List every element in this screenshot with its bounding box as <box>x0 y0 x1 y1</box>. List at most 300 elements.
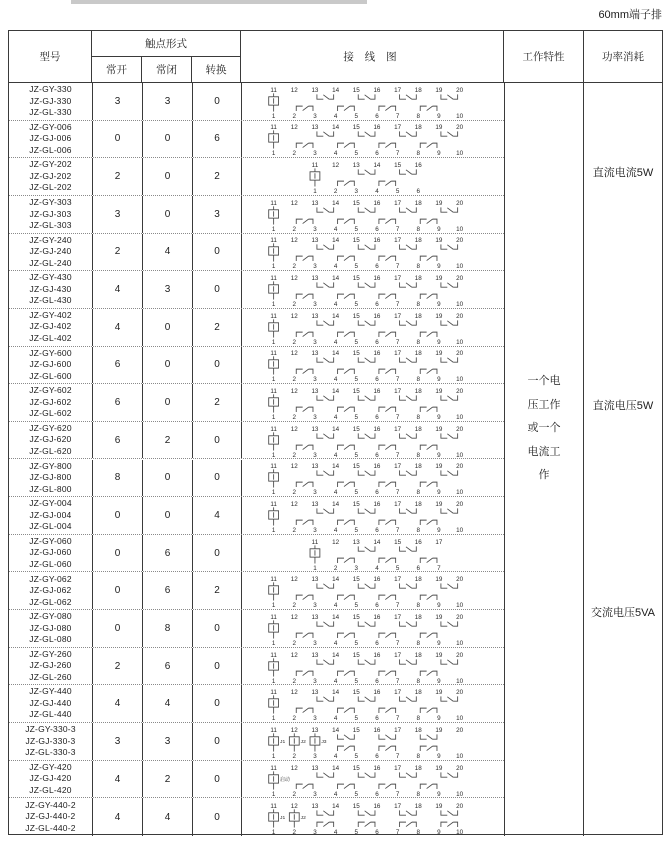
svg-text:15: 15 <box>352 651 360 659</box>
svg-text:19: 19 <box>434 802 442 810</box>
svg-text:2: 2 <box>292 639 296 647</box>
svg-text:14: 14 <box>331 500 339 508</box>
svg-text:9: 9 <box>436 413 441 421</box>
svg-text:11: 11 <box>311 161 318 169</box>
svg-text:3: 3 <box>312 376 317 384</box>
svg-text:18: 18 <box>414 802 422 810</box>
model-name: JZ-GY-620 <box>29 422 72 433</box>
svg-text:14: 14 <box>331 274 339 282</box>
svg-text:14: 14 <box>331 124 339 132</box>
svg-text:5: 5 <box>354 790 358 798</box>
svg-text:2: 2 <box>292 413 296 421</box>
svg-text:3: 3 <box>312 301 317 309</box>
svg-text:19: 19 <box>434 86 442 94</box>
table-row <box>9 271 504 309</box>
wiring-diagram-cell <box>241 798 504 836</box>
model-name: JZ-GY-430 <box>29 272 72 283</box>
model-name: JZ-GL-402 <box>29 332 72 343</box>
model-name: JZ-GY-600 <box>29 347 72 358</box>
svg-text:9: 9 <box>436 301 441 309</box>
svg-text:11: 11 <box>269 726 277 734</box>
svg-text:11: 11 <box>269 199 277 207</box>
svg-text:10: 10 <box>455 677 463 685</box>
model-name: JZ-GL-260 <box>29 671 72 682</box>
svg-text:6: 6 <box>374 790 379 798</box>
svg-text:15: 15 <box>352 124 360 132</box>
normally-closed-count: 3 <box>142 271 192 308</box>
svg-text:5: 5 <box>354 263 358 271</box>
svg-text:13: 13 <box>310 350 318 358</box>
svg-text:15: 15 <box>352 764 360 772</box>
svg-text:19: 19 <box>434 124 442 132</box>
changeover-count: 2 <box>192 384 241 421</box>
changeover-count: 0 <box>192 234 241 271</box>
svg-text:10: 10 <box>455 526 463 534</box>
svg-text:5: 5 <box>354 338 358 346</box>
svg-text:13: 13 <box>310 726 318 734</box>
wiring-diagram-cell <box>241 83 504 120</box>
wiring-diagram-svg <box>243 685 504 722</box>
svg-text:1: 1 <box>271 338 275 346</box>
model-name: JZ-GL-330 <box>29 107 72 118</box>
svg-text:13: 13 <box>352 538 360 546</box>
svg-text:16: 16 <box>414 161 422 169</box>
svg-text:8: 8 <box>416 413 420 421</box>
svg-text:20: 20 <box>455 350 463 358</box>
model-name: JZ-GJ-330-3 <box>25 735 76 746</box>
svg-text:18: 18 <box>414 425 422 433</box>
svg-text:18: 18 <box>414 576 422 584</box>
svg-text:16: 16 <box>372 802 380 810</box>
model-name: JZ-GY-240 <box>29 234 72 245</box>
svg-text:14: 14 <box>331 350 339 358</box>
svg-text:16: 16 <box>372 576 380 584</box>
table-row <box>9 610 504 648</box>
model-name: JZ-GL-440 <box>29 709 72 720</box>
svg-text:7: 7 <box>395 489 399 497</box>
svg-text:14: 14 <box>331 86 339 94</box>
svg-text:16: 16 <box>372 124 380 132</box>
svg-text:13: 13 <box>310 764 318 772</box>
table-row <box>9 535 504 573</box>
model-name: JZ-GL-060 <box>29 558 72 569</box>
svg-text:18: 18 <box>414 237 422 245</box>
model-cell <box>9 234 92 271</box>
svg-text:6: 6 <box>374 489 379 497</box>
svg-text:13: 13 <box>352 161 360 169</box>
svg-text:13: 13 <box>310 274 318 282</box>
model-name: JZ-GJ-240 <box>29 246 72 257</box>
svg-text:9: 9 <box>436 263 441 271</box>
svg-text:14: 14 <box>372 161 380 169</box>
svg-text:16: 16 <box>372 199 380 207</box>
svg-text:5: 5 <box>354 677 358 685</box>
normally-closed-count: 2 <box>142 422 192 459</box>
svg-text:15: 15 <box>352 576 360 584</box>
svg-text:17: 17 <box>393 312 401 320</box>
svg-text:13: 13 <box>310 124 318 132</box>
model-cell <box>9 610 92 647</box>
svg-text:16: 16 <box>372 500 380 508</box>
svg-text:2: 2 <box>292 225 296 233</box>
changeover-count: 6 <box>192 121 241 158</box>
svg-text:20: 20 <box>455 802 463 810</box>
svg-text:3: 3 <box>312 338 317 346</box>
normally-open-count: 6 <box>92 384 142 421</box>
svg-text:1: 1 <box>271 639 275 647</box>
svg-text:11: 11 <box>269 500 277 508</box>
svg-text:15: 15 <box>393 161 401 169</box>
svg-text:11: 11 <box>269 237 277 245</box>
svg-text:20: 20 <box>455 500 463 508</box>
svg-text:18: 18 <box>414 312 422 320</box>
svg-text:8: 8 <box>416 715 420 723</box>
model-cell <box>9 271 92 308</box>
wiring-diagram-svg <box>243 309 504 346</box>
normally-open-count: 3 <box>92 196 142 233</box>
svg-text:12: 12 <box>290 651 298 659</box>
svg-text:16: 16 <box>372 726 380 734</box>
svg-text:8: 8 <box>416 225 420 233</box>
svg-text:20: 20 <box>455 274 463 282</box>
svg-text:13: 13 <box>310 237 318 245</box>
top-edge-strip <box>71 0 367 4</box>
working-characteristics-note: 一个电压工作或一个电流工作 <box>527 375 561 481</box>
svg-text:3: 3 <box>312 790 317 798</box>
normally-open-count: 4 <box>92 798 142 836</box>
svg-text:18: 18 <box>414 500 422 508</box>
svg-text:10: 10 <box>455 263 463 271</box>
wiring-diagram-svg <box>243 271 504 308</box>
svg-text:4: 4 <box>333 489 337 497</box>
svg-text:14: 14 <box>331 199 339 207</box>
svg-text:3: 3 <box>354 564 358 572</box>
svg-text:4: 4 <box>333 451 337 459</box>
svg-text:4: 4 <box>333 602 337 610</box>
svg-text:2: 2 <box>292 338 296 346</box>
svg-text:13: 13 <box>310 500 318 508</box>
header-contact-form: 触点形式 <box>92 31 241 57</box>
model-name: JZ-GL-004 <box>29 521 72 532</box>
svg-text:20: 20 <box>455 86 463 94</box>
normally-closed-count: 0 <box>142 460 192 497</box>
table-row <box>9 234 504 272</box>
svg-text:19: 19 <box>434 425 442 433</box>
normally-open-count: 0 <box>92 572 142 609</box>
model-name: JZ-GJ-420 <box>29 773 72 784</box>
normally-open-count: 6 <box>92 347 142 384</box>
header-normally-open: 常开 <box>92 57 142 83</box>
header-changeover: 转换 <box>192 57 241 83</box>
svg-text:16: 16 <box>372 312 380 320</box>
normally-open-count: 3 <box>92 723 142 760</box>
model-name: JZ-GY-202 <box>29 159 72 170</box>
working-characteristics-cell <box>504 83 584 836</box>
svg-text:3: 3 <box>312 112 317 120</box>
svg-text:14: 14 <box>331 576 339 584</box>
svg-text:15: 15 <box>352 312 360 320</box>
svg-text:8: 8 <box>416 489 420 497</box>
svg-text:2: 2 <box>292 677 296 685</box>
svg-text:9: 9 <box>436 489 441 497</box>
svg-text:15: 15 <box>352 425 360 433</box>
model-name: JZ-GJ-800 <box>29 472 72 483</box>
svg-text:2: 2 <box>292 790 296 798</box>
svg-text:2: 2 <box>292 752 296 760</box>
svg-text:5: 5 <box>354 602 358 610</box>
wiring-diagram-svg <box>243 196 504 233</box>
wiring-diagram-cell <box>241 497 504 534</box>
svg-text:7: 7 <box>395 715 399 723</box>
svg-text:7: 7 <box>395 451 399 459</box>
svg-text:12: 12 <box>290 802 298 810</box>
svg-text:3: 3 <box>312 451 317 459</box>
svg-text:17: 17 <box>393 274 401 282</box>
changeover-count: 2 <box>192 309 241 346</box>
svg-text:19: 19 <box>434 651 442 659</box>
changeover-count: 0 <box>192 685 241 722</box>
svg-text:19: 19 <box>434 613 442 621</box>
model-name: JZ-GJ-303 <box>29 208 72 219</box>
model-name: JZ-GY-004 <box>29 498 72 509</box>
svg-text:15: 15 <box>352 689 360 697</box>
svg-text:19: 19 <box>434 500 442 508</box>
svg-text:10: 10 <box>455 602 463 610</box>
table-row <box>9 761 504 799</box>
svg-text:17: 17 <box>393 350 401 358</box>
svg-text:14: 14 <box>331 726 339 734</box>
svg-text:2: 2 <box>292 451 296 459</box>
svg-text:7: 7 <box>395 790 399 798</box>
svg-text:13: 13 <box>310 689 318 697</box>
svg-text:6: 6 <box>374 263 379 271</box>
svg-text:13: 13 <box>310 651 318 659</box>
svg-text:17: 17 <box>393 124 401 132</box>
normally-closed-count: 0 <box>142 497 192 534</box>
svg-text:12: 12 <box>290 312 298 320</box>
wiring-diagram-cell <box>241 234 504 271</box>
wiring-diagram-cell <box>241 158 504 195</box>
svg-text:7: 7 <box>395 526 399 534</box>
changeover-count: 0 <box>192 535 241 572</box>
table-row <box>9 685 504 723</box>
svg-text:启动: 启动 <box>279 777 290 783</box>
model-cell <box>9 309 92 346</box>
wiring-diagram-svg <box>243 648 504 685</box>
svg-text:2: 2 <box>292 526 296 534</box>
svg-text:7: 7 <box>395 376 399 384</box>
normally-closed-count: 0 <box>142 196 192 233</box>
svg-text:17: 17 <box>393 500 401 508</box>
svg-text:15: 15 <box>352 726 360 734</box>
wiring-diagram-svg <box>243 572 504 609</box>
model-name: JZ-GY-062 <box>29 573 72 584</box>
model-cell <box>9 422 92 459</box>
svg-text:9: 9 <box>436 376 441 384</box>
svg-text:2: 2 <box>333 188 337 196</box>
wiring-diagram-cell <box>241 648 504 685</box>
svg-text:19: 19 <box>434 199 442 207</box>
svg-text:18: 18 <box>414 124 422 132</box>
normally-closed-count: 8 <box>142 610 192 647</box>
svg-text:11: 11 <box>269 764 277 772</box>
wiring-diagram-cell <box>241 422 504 459</box>
svg-text:J2: J2 <box>300 815 306 821</box>
svg-text:9: 9 <box>436 225 441 233</box>
model-name: JZ-GJ-260 <box>29 660 72 671</box>
model-cell <box>9 121 92 158</box>
svg-text:12: 12 <box>331 161 339 169</box>
model-name: JZ-GY-440 <box>29 686 72 697</box>
svg-text:17: 17 <box>393 576 401 584</box>
power-ac-voltage-label: 交流电压5VA <box>591 607 655 619</box>
header-normally-closed: 常闭 <box>142 57 192 83</box>
model-name: JZ-GJ-430 <box>29 283 72 294</box>
svg-text:6: 6 <box>374 225 379 233</box>
wiring-diagram-cell <box>241 723 504 760</box>
changeover-count: 2 <box>192 572 241 609</box>
svg-text:18: 18 <box>414 689 422 697</box>
svg-text:5: 5 <box>354 451 358 459</box>
svg-text:3: 3 <box>312 752 317 760</box>
normally-open-count: 0 <box>92 121 142 158</box>
svg-text:2: 2 <box>292 301 296 309</box>
model-name: JZ-GJ-440-2 <box>25 811 76 822</box>
svg-text:8: 8 <box>416 451 420 459</box>
svg-text:13: 13 <box>310 312 318 320</box>
table-row <box>9 83 504 121</box>
wiring-diagram-svg <box>243 761 504 798</box>
svg-text:1: 1 <box>271 376 275 384</box>
svg-text:16: 16 <box>372 689 380 697</box>
svg-text:20: 20 <box>455 387 463 395</box>
svg-text:5: 5 <box>395 564 399 572</box>
svg-text:6: 6 <box>374 602 379 610</box>
svg-text:4: 4 <box>333 828 337 836</box>
svg-text:13: 13 <box>310 199 318 207</box>
svg-text:20: 20 <box>455 726 463 734</box>
wiring-diagram-cell <box>241 460 504 497</box>
svg-text:3: 3 <box>312 715 317 723</box>
svg-text:12: 12 <box>290 613 298 621</box>
svg-text:16: 16 <box>372 764 380 772</box>
normally-closed-count: 0 <box>142 158 192 195</box>
svg-text:7: 7 <box>395 112 399 120</box>
model-name: JZ-GL-600 <box>29 370 72 381</box>
model-name: JZ-GL-430 <box>29 295 72 306</box>
model-name: JZ-GL-602 <box>29 408 72 419</box>
wiring-diagram-cell <box>241 610 504 647</box>
svg-text:11: 11 <box>269 387 277 395</box>
svg-text:2: 2 <box>292 602 296 610</box>
svg-text:2: 2 <box>292 150 296 158</box>
changeover-count: 0 <box>192 723 241 760</box>
wiring-diagram-svg <box>243 346 504 383</box>
svg-text:3: 3 <box>312 489 317 497</box>
svg-text:11: 11 <box>269 425 277 433</box>
svg-text:15: 15 <box>352 387 360 395</box>
svg-text:20: 20 <box>455 689 463 697</box>
model-name: JZ-GL-440-2 <box>25 822 76 833</box>
changeover-count: 0 <box>192 83 241 120</box>
svg-text:12: 12 <box>290 764 298 772</box>
svg-text:19: 19 <box>434 274 442 282</box>
normally-closed-count: 4 <box>142 234 192 271</box>
changeover-count: 0 <box>192 422 241 459</box>
svg-text:11: 11 <box>269 689 277 697</box>
svg-text:20: 20 <box>455 425 463 433</box>
svg-text:8: 8 <box>416 828 420 836</box>
svg-text:9: 9 <box>436 451 441 459</box>
svg-text:12: 12 <box>290 350 298 358</box>
svg-text:4: 4 <box>333 526 337 534</box>
model-name: JZ-GL-303 <box>29 220 72 230</box>
svg-text:7: 7 <box>395 301 399 309</box>
normally-open-count: 0 <box>92 535 142 572</box>
svg-text:7: 7 <box>395 413 399 421</box>
model-cell <box>9 196 92 233</box>
table-row <box>9 798 504 836</box>
power-consumption-cell <box>584 83 662 836</box>
svg-text:12: 12 <box>290 726 298 734</box>
svg-text:17: 17 <box>434 538 442 546</box>
svg-text:14: 14 <box>331 387 339 395</box>
normally-closed-count: 6 <box>142 572 192 609</box>
normally-open-count: 4 <box>92 309 142 346</box>
normally-open-count: 2 <box>92 234 142 271</box>
model-name: JZ-GJ-602 <box>29 396 72 407</box>
model-cell <box>9 158 92 195</box>
svg-text:18: 18 <box>414 86 422 94</box>
normally-closed-count: 2 <box>142 761 192 798</box>
svg-text:7: 7 <box>395 225 399 233</box>
svg-text:15: 15 <box>352 274 360 282</box>
terminal-strip-label: 60mm端子排 <box>598 9 662 21</box>
svg-text:16: 16 <box>372 613 380 621</box>
svg-text:11: 11 <box>269 86 277 94</box>
svg-text:19: 19 <box>434 764 442 772</box>
model-name: JZ-GL-240 <box>29 257 72 268</box>
svg-text:12: 12 <box>290 274 298 282</box>
svg-text:17: 17 <box>393 802 401 810</box>
svg-text:6: 6 <box>374 715 379 723</box>
svg-text:13: 13 <box>310 387 318 395</box>
svg-text:7: 7 <box>436 564 441 572</box>
model-name: JZ-GY-800 <box>29 460 72 471</box>
model-name: JZ-GY-330 <box>29 84 72 95</box>
model-name: JZ-GY-080 <box>29 611 72 622</box>
svg-text:9: 9 <box>436 338 441 346</box>
wiring-diagram-svg <box>243 610 504 647</box>
model-cell <box>9 535 92 572</box>
normally-closed-count: 0 <box>142 384 192 421</box>
svg-text:8: 8 <box>416 526 420 534</box>
svg-text:1: 1 <box>271 112 275 120</box>
svg-text:1: 1 <box>271 489 275 497</box>
model-name: JZ-GY-602 <box>29 385 72 396</box>
power-dc-current-label: 直流电流5W <box>592 167 654 179</box>
svg-text:14: 14 <box>331 425 339 433</box>
svg-text:13: 13 <box>310 463 318 471</box>
svg-text:1: 1 <box>271 602 275 610</box>
model-name: JZ-GY-303 <box>29 197 72 207</box>
model-cell <box>9 460 92 497</box>
svg-text:19: 19 <box>434 576 442 584</box>
svg-text:19: 19 <box>434 312 442 320</box>
svg-text:19: 19 <box>434 387 442 395</box>
svg-text:11: 11 <box>269 651 277 659</box>
svg-text:15: 15 <box>352 350 360 358</box>
